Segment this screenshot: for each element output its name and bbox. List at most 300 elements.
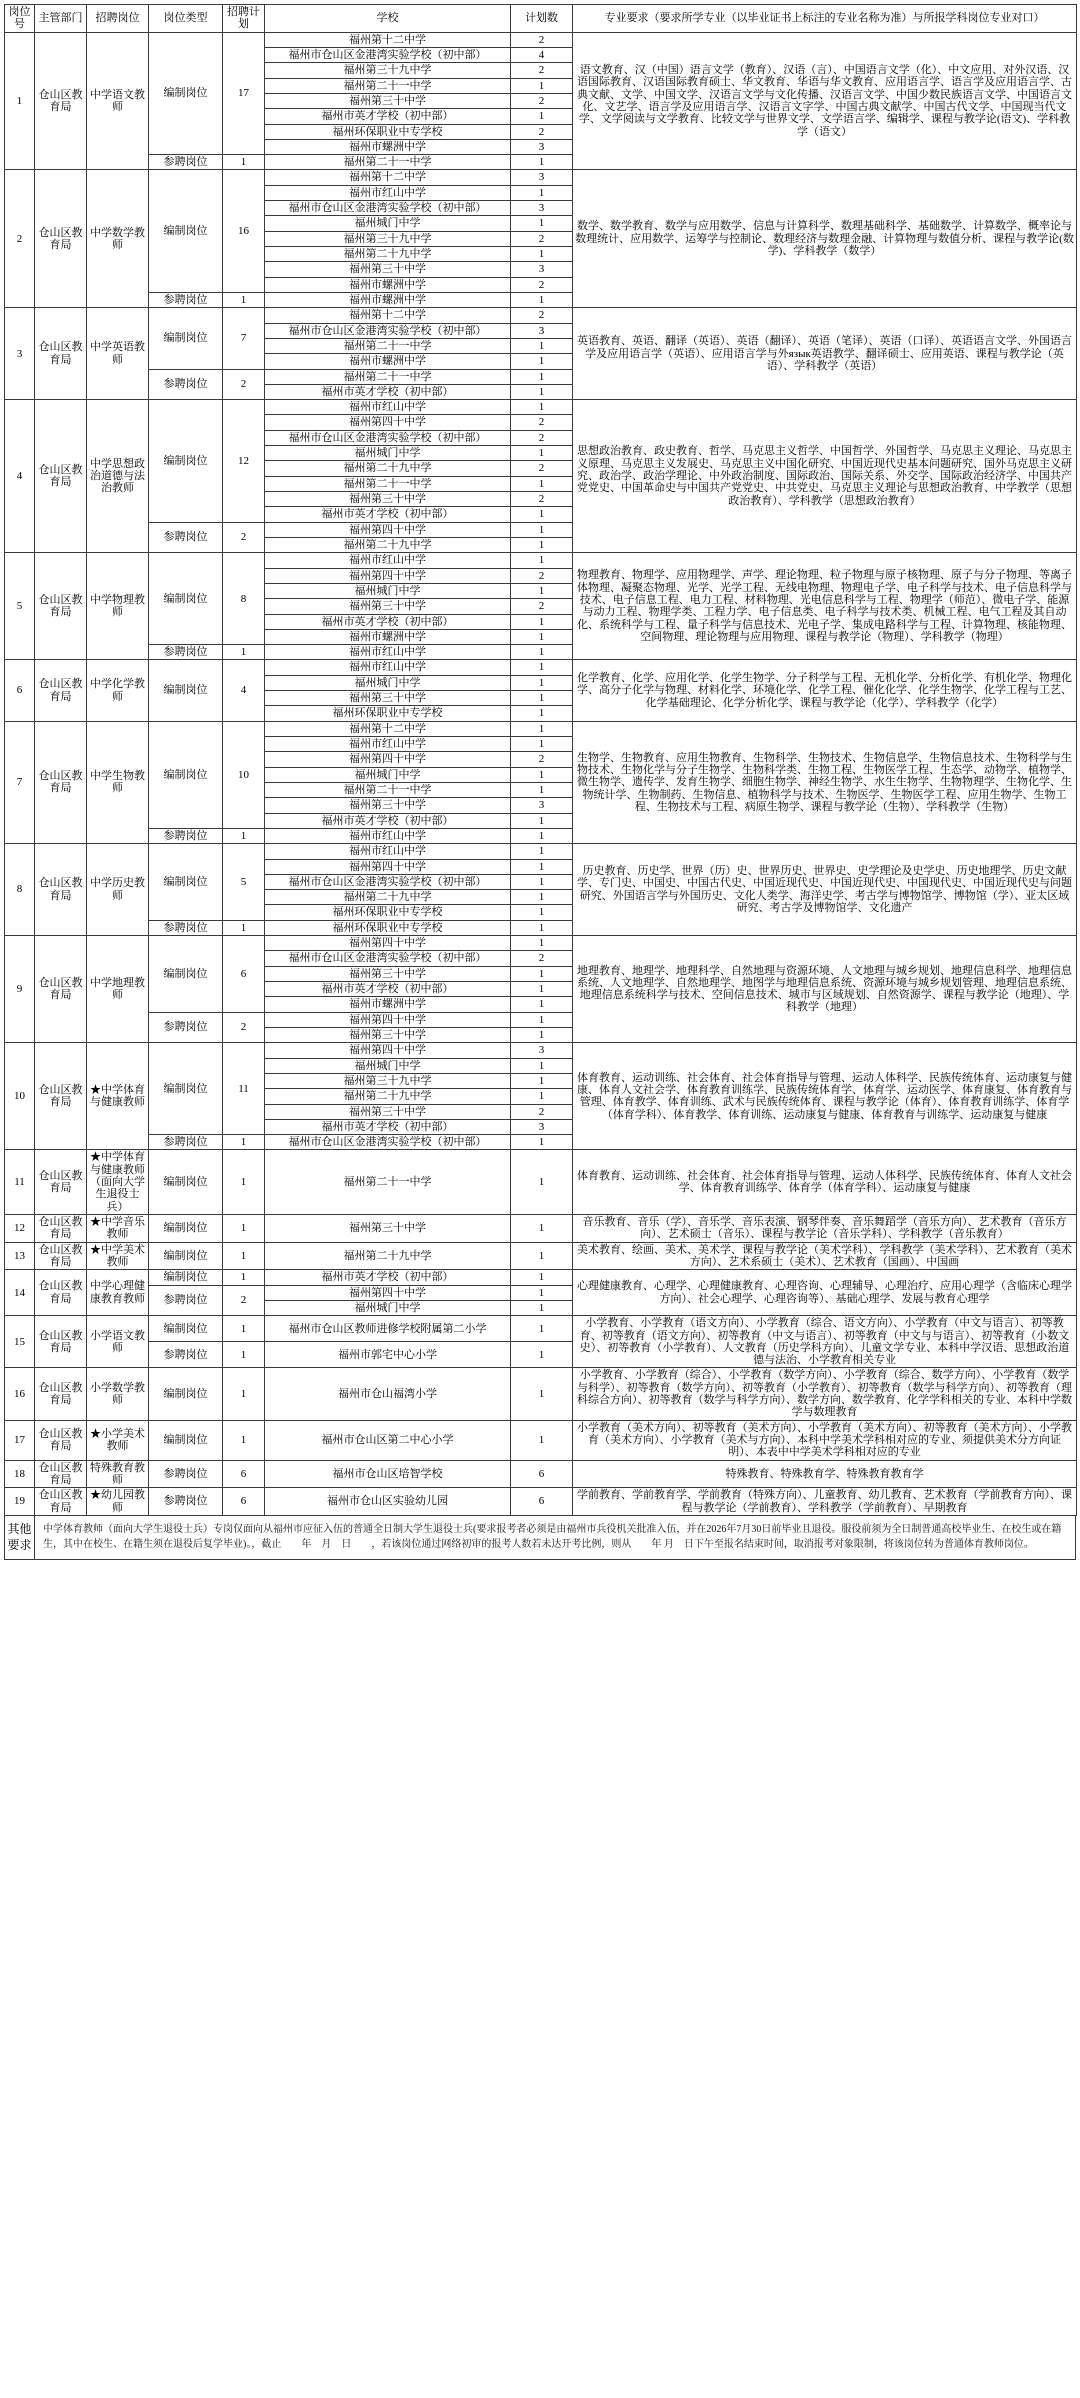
cell-dept: 仓山区教育局 xyxy=(35,1420,87,1460)
cell-dept: 仓山区教育局 xyxy=(35,1460,87,1488)
cell-count: 1 xyxy=(511,185,573,200)
cell-dept: 仓山区教育局 xyxy=(35,1316,87,1368)
cell-post: ★中学体育与健康教师（面向大学生退役士兵） xyxy=(87,1150,149,1215)
cell-school: 福州市红山中学 xyxy=(265,645,511,660)
cell-school: 福州市英才学校（初中部） xyxy=(265,384,511,399)
cell-post-type: 编制岗位 xyxy=(149,1150,223,1215)
cell-count: 1 xyxy=(511,1285,573,1300)
cell-plan: 1 xyxy=(223,828,265,843)
cell-school: 福州市仓山区实验幼儿园 xyxy=(265,1488,511,1516)
other-requirements-body: 中学体育教师（面向大学生退役士兵）专岗仅面向从福州市应征入伍的普通全日制大学生退役士兵(要求报考者必须是由福州市兵役机关批准入伍，并在2026年7月30日前毕业且退役。服役前须为全日制普通高校毕业生、在校生或在籍生，其中在校生、在籍生须在退役后复学毕业)。，截止 年 月 日 ，若该岗位通过网络初审的报考人数若未达开考比例，则从 年 月 日下午至报名结束时间，取消报考对象限制，将该岗位转为普通体育教师岗位。 xyxy=(35,1515,1076,1559)
cell-job-no: 19 xyxy=(5,1488,35,1516)
table-row xyxy=(5,1420,1077,1460)
cell-school: 福州环保职业中专学校 xyxy=(265,920,511,935)
cell-count: 2 xyxy=(511,752,573,767)
cell-count: 2 xyxy=(511,308,573,323)
cell-school: 福州第四十中学 xyxy=(265,1043,511,1058)
cell-post: 中学生物教师 xyxy=(87,721,149,844)
cell-school: 福州市仓山区金港湾实验学校（初中部） xyxy=(265,1135,511,1150)
cell-school: 福州城门中学 xyxy=(265,446,511,461)
cell-dept: 仓山区教育局 xyxy=(35,32,87,170)
cell-count: 2 xyxy=(511,492,573,507)
cell-plan: 6 xyxy=(223,1488,265,1516)
cell-major-requirement: 小学教育、小学教育（语文方向）、小学教育（综合、语文方向）、小学教育（中文与语言）、初等教育、初等教育（语文方向）、初等教育（中文与语言）、初等教育（中文与与语言）、初等教育（小数文史）、初等教育（小学教育）、人文教育（历史学科方向）、儿童文学专业、本科中学汉语、思想政治道德与法治、小学教育相关专业 xyxy=(573,1316,1077,1368)
cell-count: 2 xyxy=(511,599,573,614)
cell-school: 福州第三十中学 xyxy=(265,1104,511,1119)
col-header-post-type: 岗位类型 xyxy=(149,5,223,33)
cell-school: 福州市红山中学 xyxy=(265,185,511,200)
cell-school: 福州市仓山区金港湾实验学校（初中部） xyxy=(265,874,511,889)
cell-dept: 仓山区教育局 xyxy=(35,721,87,844)
cell-post-type: 参聘岗位 xyxy=(149,522,223,553)
cell-count: 1 xyxy=(511,537,573,552)
cell-post-type: 编制岗位 xyxy=(149,660,223,721)
cell-school: 福州城门中学 xyxy=(265,583,511,598)
cell-post-type: 编制岗位 xyxy=(149,400,223,523)
cell-school: 福州市英才学校（初中部） xyxy=(265,1119,511,1134)
cell-job-no: 7 xyxy=(5,721,35,844)
cell-count: 1 xyxy=(511,1270,573,1285)
cell-post-type: 编制岗位 xyxy=(149,936,223,1013)
cell-count: 2 xyxy=(511,461,573,476)
cell-school: 福州第二十一中学 xyxy=(265,78,511,93)
cell-count: 2 xyxy=(511,93,573,108)
cell-post: ★幼儿园教师 xyxy=(87,1488,149,1516)
cell-post: 小学数学教师 xyxy=(87,1368,149,1420)
cell-count: 1 xyxy=(511,247,573,262)
cell-major-requirement: 体育教育、运动训练、社会体育、社会体育指导与管理、运动人体科学、民族传统体育、体育人文社会学、体育教育训练学、体育学（体育学科）、运动康复与健康 xyxy=(573,1150,1077,1215)
table-row xyxy=(5,553,1077,568)
cell-school: 福州市螺洲中学 xyxy=(265,629,511,644)
cell-post-type: 编制岗位 xyxy=(149,170,223,293)
cell-major-requirement: 特殊教育、特殊教育学、特殊教育教育学 xyxy=(573,1460,1077,1488)
cell-job-no: 9 xyxy=(5,936,35,1043)
cell-count: 1 xyxy=(511,338,573,353)
cell-post-type: 编制岗位 xyxy=(149,1420,223,1460)
cell-school: 福州市红山中学 xyxy=(265,553,511,568)
cell-plan: 1 xyxy=(223,1316,265,1342)
cell-count: 6 xyxy=(511,1460,573,1488)
cell-school: 福州市英才学校（初中部） xyxy=(265,109,511,124)
notes-row xyxy=(5,1515,1076,1559)
cell-major-requirement: 心理健康教育、心理学、心理健康教育、心理咨询、心理辅导、心理治疗、应用心理学（含临床心理学方向）、社会心理学、心理咨询等）、基础心理学、发展与教育心理学 xyxy=(573,1270,1077,1316)
cell-count: 3 xyxy=(511,170,573,185)
cell-count: 3 xyxy=(511,262,573,277)
cell-plan: 1 xyxy=(223,645,265,660)
cell-major-requirement: 生物学、生物教育、应用生物教育、生物科学、生物技术、生物信息学、生物信息技术、生物科学与生物技术、生物化学与分子生物学、生物科学类、生物工程、生物医学工程、生态学、动物学、植物学、微生物学、遗传学、发育生物学、细胞生物学、神经生物学、水生生物学、生物物理学、生物化学、生物统计学、生物制药、生物信息、植物科学与技术、生物医学、生物医学工程、应用生物学、生物工程、生物技术与工程、病原生物学、课程与教学论（生物）、学科教学（生物） xyxy=(573,721,1077,844)
cell-dept: 仓山区教育局 xyxy=(35,170,87,308)
cell-school: 福州第二十九中学 xyxy=(265,1089,511,1104)
cell-job-no: 15 xyxy=(5,1316,35,1368)
cell-count: 1 xyxy=(511,767,573,782)
cell-school: 福州市英才学校（初中部） xyxy=(265,614,511,629)
cell-post: ★中学音乐教师 xyxy=(87,1215,149,1243)
cell-dept: 仓山区教育局 xyxy=(35,1043,87,1150)
cell-post-type: 编制岗位 xyxy=(149,308,223,369)
cell-school: 福州市螺洲中学 xyxy=(265,139,511,154)
cell-plan: 6 xyxy=(223,936,265,1013)
cell-post: ★小学美术教师 xyxy=(87,1420,149,1460)
cell-school: 福州第二十九中学 xyxy=(265,890,511,905)
cell-count: 1 xyxy=(511,1073,573,1088)
cell-count: 1 xyxy=(511,691,573,706)
cell-school: 福州市红山中学 xyxy=(265,660,511,675)
cell-school: 福州市英才学校（初中部） xyxy=(265,982,511,997)
table-row xyxy=(5,1460,1077,1488)
cell-count: 1 xyxy=(511,982,573,997)
cell-post: 中学物理教师 xyxy=(87,553,149,660)
cell-plan: 1 xyxy=(223,920,265,935)
cell-count: 1 xyxy=(511,78,573,93)
table-row xyxy=(5,721,1077,736)
cell-school: 福州第三十中学 xyxy=(265,798,511,813)
cell-plan: 5 xyxy=(223,844,265,921)
cell-count: 1 xyxy=(511,737,573,752)
cell-post-type: 参聘岗位 xyxy=(149,920,223,935)
cell-job-no: 11 xyxy=(5,1150,35,1215)
cell-plan: 1 xyxy=(223,1135,265,1150)
cell-school: 福州第二十九中学 xyxy=(265,461,511,476)
cell-school: 福州第三十中学 xyxy=(265,599,511,614)
cell-school: 福州第二十九中学 xyxy=(265,537,511,552)
cell-school: 福州第十二中学 xyxy=(265,32,511,47)
cell-count: 1 xyxy=(511,216,573,231)
cell-school: 福州第二十一中学 xyxy=(265,369,511,384)
cell-school: 福州市仓山福湾小学 xyxy=(265,1368,511,1420)
cell-count: 3 xyxy=(511,798,573,813)
cell-dept: 仓山区教育局 xyxy=(35,1215,87,1243)
cell-post-type: 参聘岗位 xyxy=(149,1135,223,1150)
cell-dept: 仓山区教育局 xyxy=(35,553,87,660)
cell-school: 福州市英才学校（初中部） xyxy=(265,813,511,828)
cell-job-no: 14 xyxy=(5,1270,35,1316)
cell-count: 1 xyxy=(511,1215,573,1243)
table-body xyxy=(5,32,1077,1515)
cell-count: 1 xyxy=(511,890,573,905)
cell-count: 1 xyxy=(511,721,573,736)
cell-school: 福州市螺洲中学 xyxy=(265,277,511,292)
cell-post-type: 编制岗位 xyxy=(149,553,223,645)
cell-post-type: 参聘岗位 xyxy=(149,292,223,307)
cell-school: 福州市仓山区金港湾实验学校（初中部） xyxy=(265,951,511,966)
cell-count: 1 xyxy=(511,476,573,491)
cell-major-requirement: 小学教育（美术方向）、初等教育（美术方向）、小学教育（美术方向）、初等教育（美术方向）、小学教育（美术方向）、小学教育（美术与方向）、本科中学美术学科相对应的专业、须提供美术分方向证明）、本表中中学美术学科相对应的专业 xyxy=(573,1420,1077,1460)
cell-school: 福州第三十九中学 xyxy=(265,231,511,246)
cell-plan: 1 xyxy=(223,1150,265,1215)
cell-dept: 仓山区教育局 xyxy=(35,936,87,1043)
cell-post-type: 编制岗位 xyxy=(149,1270,223,1285)
cell-school: 福州第四十中学 xyxy=(265,415,511,430)
cell-count: 1 xyxy=(511,1058,573,1073)
cell-count: 1 xyxy=(511,859,573,874)
cell-job-no: 13 xyxy=(5,1242,35,1270)
cell-count: 1 xyxy=(511,844,573,859)
cell-post: 中学地理教师 xyxy=(87,936,149,1043)
cell-post-type: 参聘岗位 xyxy=(149,155,223,170)
table-row xyxy=(5,170,1077,185)
cell-dept: 仓山区教育局 xyxy=(35,844,87,936)
cell-job-no: 1 xyxy=(5,32,35,170)
cell-dept: 仓山区教育局 xyxy=(35,1270,87,1316)
cell-school: 福州第二十一中学 xyxy=(265,1150,511,1215)
cell-job-no: 12 xyxy=(5,1215,35,1243)
cell-job-no: 2 xyxy=(5,170,35,308)
cell-school: 福州市红山中学 xyxy=(265,400,511,415)
cell-post-type: 参聘岗位 xyxy=(149,1285,223,1316)
cell-school: 福州市红山中学 xyxy=(265,844,511,859)
cell-school: 福州第十二中学 xyxy=(265,308,511,323)
cell-post-type: 参聘岗位 xyxy=(149,1460,223,1488)
cell-count: 3 xyxy=(511,1119,573,1134)
cell-school: 福州第四十中学 xyxy=(265,522,511,537)
cell-plan: 4 xyxy=(223,660,265,721)
col-header-major: 专业要求（要求所学专业（以毕业证书上标注的专业名称为准）与所报学科岗位专业对口） xyxy=(573,5,1077,33)
cell-count: 1 xyxy=(511,1089,573,1104)
cell-major-requirement: 思想政治教育、政史教育、哲学、马克思主义哲学、中国哲学、外国哲学、马克思主义理论、马克思主义原理、马克思主义发展史、马克思主义中国化研究、中国近现代史基本问题研究、国外马克思主义研究、政治学、政治学理论、中外政治制度、国际政治、国际关系、外交学、国际政治经济学、中国共产党党史、中国革命史与中国共产党党史、中共党史、马克思主义理论与思想政治教育、中学教学（思想政治教育）、学科教学（思想政治教育） xyxy=(573,400,1077,553)
cell-major-requirement: 数学、数学教育、数学与应用数学、信息与计算科学、数理基础科学、基础数学、计算数学、概率论与数理统计、应用数学、运筹学与控制论、数理经济与数理金融、计算物理与数值分析、课程与教学论(数学)、学科教学（数学） xyxy=(573,170,1077,308)
cell-count: 1 xyxy=(511,966,573,981)
cell-major-requirement: 物理教育、物理学、应用物理学、声学、理论物理、粒子物理与原子核物理、原子与分子物理、等离子体物理、凝聚态物理、光学、光学工程、无线电物理、物理电子学、电子科学与技术、电子信息科学与技术、电子信息工程、电力工程、材料物理、光电信息科学与工程、物理学（师范）、微电子学、能源与动力工程、物理学类、工程力学、电子信息类、电子科学与技术类、机械工程、电气工程及其自动化、系统科学与工程、量子科学与信息技术、光电子学、集成电路科学与工程、计算物理、核能物理、空间物理、理论物理与应用物理、课程与教学论（物理）、学科教学（物理） xyxy=(573,553,1077,660)
cell-post-type: 编制岗位 xyxy=(149,1043,223,1135)
cell-school: 福州环保职业中专学校 xyxy=(265,706,511,721)
cell-plan: 1 xyxy=(223,1242,265,1270)
cell-count: 1 xyxy=(511,936,573,951)
cell-post: 中学历史教师 xyxy=(87,844,149,936)
cell-school: 福州第二十一中学 xyxy=(265,155,511,170)
other-requirements-label: 其他要求 xyxy=(5,1515,35,1559)
cell-school: 福州市英才学校（初中部） xyxy=(265,507,511,522)
cell-plan: 2 xyxy=(223,1012,265,1043)
cell-count: 1 xyxy=(511,1150,573,1215)
cell-school: 福州第十二中学 xyxy=(265,721,511,736)
cell-school: 福州第二十一中学 xyxy=(265,782,511,797)
cell-school: 福州市螺洲中学 xyxy=(265,997,511,1012)
cell-count: 1 xyxy=(511,384,573,399)
cell-school: 福州第三十中学 xyxy=(265,1215,511,1243)
table-row xyxy=(5,660,1077,675)
cell-job-no: 10 xyxy=(5,1043,35,1150)
cell-school: 福州第三十中学 xyxy=(265,1027,511,1042)
cell-school: 福州市仓山区培智学校 xyxy=(265,1460,511,1488)
cell-school: 福州市仓山区教师进修学校附属第二小学 xyxy=(265,1316,511,1342)
cell-count: 1 xyxy=(511,1300,573,1315)
cell-school: 福州城门中学 xyxy=(265,1300,511,1315)
cell-plan: 1 xyxy=(223,1270,265,1285)
cell-post-type: 参聘岗位 xyxy=(149,1012,223,1043)
cell-school: 福州第四十中学 xyxy=(265,752,511,767)
table-row xyxy=(5,308,1077,323)
table-row xyxy=(5,32,1077,47)
cell-post-type: 参聘岗位 xyxy=(149,1342,223,1368)
cell-school: 福州市仓山区第二中心小学 xyxy=(265,1420,511,1460)
cell-school: 福州第三十中学 xyxy=(265,492,511,507)
cell-dept: 仓山区教育局 xyxy=(35,1150,87,1215)
cell-job-no: 8 xyxy=(5,844,35,936)
cell-post: 中学化学教师 xyxy=(87,660,149,721)
cell-count: 2 xyxy=(511,415,573,430)
cell-plan: 16 xyxy=(223,170,265,293)
cell-count: 3 xyxy=(511,1043,573,1058)
cell-school: 福州城门中学 xyxy=(265,1058,511,1073)
cell-plan: 8 xyxy=(223,553,265,645)
cell-post-type: 编制岗位 xyxy=(149,1316,223,1342)
cell-count: 1 xyxy=(511,828,573,843)
recruitment-table xyxy=(4,4,1077,1516)
cell-school: 福州第三十中学 xyxy=(265,262,511,277)
cell-school: 福州环保职业中专学校 xyxy=(265,124,511,139)
cell-school: 福州第四十中学 xyxy=(265,1285,511,1300)
cell-plan: 7 xyxy=(223,308,265,369)
cell-post-type: 参聘岗位 xyxy=(149,1488,223,1516)
cell-plan: 11 xyxy=(223,1043,265,1135)
col-header-job-no: 岗位号 xyxy=(5,5,35,33)
cell-count: 1 xyxy=(511,997,573,1012)
cell-post-type: 编制岗位 xyxy=(149,1215,223,1243)
cell-school: 福州第四十中学 xyxy=(265,859,511,874)
cell-plan: 1 xyxy=(223,155,265,170)
cell-post: 小学语文教师 xyxy=(87,1316,149,1368)
table-row xyxy=(5,844,1077,859)
table-header xyxy=(5,5,1077,33)
cell-school: 福州第二十九中学 xyxy=(265,1242,511,1270)
cell-count: 2 xyxy=(511,63,573,78)
cell-major-requirement: 历史教育、历史学、世界（历）史、世界历史、世界史、史学理论及史学史、历史地理学、历史文献学、专门史、中国史、中国古代史、中国近现代史、中国近现代史、中国现代史、中国近现代史与问题研究、外国语言学与外国历史、文化人类学、海洋史学、考古学与博物馆学、博物馆（学）、亚太区域研究、考古学及博物馆学、文化遗产 xyxy=(573,844,1077,936)
table-row xyxy=(5,1270,1077,1285)
cell-count: 6 xyxy=(511,1488,573,1516)
cell-post-type: 编制岗位 xyxy=(149,721,223,828)
cell-count: 1 xyxy=(511,1420,573,1460)
cell-plan: 1 xyxy=(223,1368,265,1420)
cell-count: 3 xyxy=(511,323,573,338)
cell-post-type: 参聘岗位 xyxy=(149,645,223,660)
cell-count: 1 xyxy=(511,109,573,124)
table-row xyxy=(5,1242,1077,1270)
cell-plan: 2 xyxy=(223,522,265,553)
cell-count: 1 xyxy=(511,522,573,537)
cell-job-no: 3 xyxy=(5,308,35,400)
table-row xyxy=(5,1043,1077,1058)
cell-school: 福州市英才学校（初中部） xyxy=(265,1270,511,1285)
cell-plan: 1 xyxy=(223,292,265,307)
cell-school: 福州第三十中学 xyxy=(265,691,511,706)
col-header-post: 招聘岗位 xyxy=(87,5,149,33)
cell-post-type: 参聘岗位 xyxy=(149,828,223,843)
cell-count: 1 xyxy=(511,1342,573,1368)
cell-major-requirement: 学前教育、学前教育学、学前教育（特殊方向）、儿童教育、幼儿教育、艺术教育（学前教育方向）、课程与教学论（学前教育）、学科教学（学前教育）、早期教育 xyxy=(573,1488,1077,1516)
cell-school: 福州市螺洲中学 xyxy=(265,292,511,307)
header-row xyxy=(5,5,1077,33)
table-row xyxy=(5,1150,1077,1215)
cell-post: ★中学体育与健康教师 xyxy=(87,1043,149,1150)
cell-school: 福州市仓山区金港湾实验学校（初中部） xyxy=(265,323,511,338)
cell-plan: 17 xyxy=(223,32,265,155)
col-header-count: 计划数 xyxy=(511,5,573,33)
cell-count: 1 xyxy=(511,905,573,920)
cell-post-type: 参聘岗位 xyxy=(149,369,223,400)
cell-major-requirement: 语文教育、汉（中国）语言文学（教育）、汉语（言）、中国语言文学（化）、中文应用、对外汉语、汉语国际教育、汉语国际教育硕士、华文教育、华语与华文教育、应用语言学、语言学及应用语言学、古典文献、文学、中国文学、汉语言文学与文化传播、汉语言文学、中国少数民族语言文学、中国语言文化、文艺学、语言学及应用语言学、汉语言文字学、中国古典文献学、中国古代文学、中国现当代文学、文学阅读与文学教育、比较文学与世界文学、文学语言学、编辑学、课程与教学论(语文)、学科教学（语文） xyxy=(573,32,1077,170)
table-row xyxy=(5,936,1077,951)
cell-plan: 2 xyxy=(223,1285,265,1316)
cell-school: 福州第四十中学 xyxy=(265,1012,511,1027)
cell-dept: 仓山区教育局 xyxy=(35,1488,87,1516)
cell-count: 1 xyxy=(511,354,573,369)
cell-post-type: 编制岗位 xyxy=(149,844,223,921)
cell-count: 1 xyxy=(511,782,573,797)
cell-count: 1 xyxy=(511,629,573,644)
cell-count: 2 xyxy=(511,124,573,139)
cell-count: 2 xyxy=(511,1104,573,1119)
cell-post: 中学心理健康教育教师 xyxy=(87,1270,149,1316)
table-row xyxy=(5,1488,1077,1516)
cell-dept: 仓山区教育局 xyxy=(35,400,87,553)
cell-school: 福州城门中学 xyxy=(265,767,511,782)
cell-count: 1 xyxy=(511,920,573,935)
cell-count: 2 xyxy=(511,430,573,445)
cell-major-requirement: 美术教育、绘画、美术、美术学、课程与教学论（美术学科）、学科教学（美术学科）、艺术教育（美术方向）、艺术系硕士（美术）、艺术教育（国画）、中国画 xyxy=(573,1242,1077,1270)
cell-count: 3 xyxy=(511,139,573,154)
cell-school: 福州第三十中学 xyxy=(265,93,511,108)
cell-plan: 1 xyxy=(223,1342,265,1368)
table-row xyxy=(5,400,1077,415)
cell-plan: 2 xyxy=(223,369,265,400)
cell-count: 2 xyxy=(511,32,573,47)
cell-school: 福州第十二中学 xyxy=(265,170,511,185)
cell-count: 1 xyxy=(511,1135,573,1150)
cell-post-type: 编制岗位 xyxy=(149,32,223,155)
cell-post-type: 编制岗位 xyxy=(149,1368,223,1420)
cell-major-requirement: 音乐教育、音乐（学）、音乐学、音乐表演、钢琴伴奏、音乐舞蹈学（音乐方向）、艺术教育（音乐方向）、艺术硕士（音乐）、课程与教学论（音乐学科）、学科教学（音乐教育） xyxy=(573,1215,1077,1243)
cell-post: 特殊教育教师 xyxy=(87,1460,149,1488)
cell-post: 中学数学教师 xyxy=(87,170,149,308)
cell-count: 1 xyxy=(511,1012,573,1027)
other-requirements-table xyxy=(4,1515,1076,1560)
cell-post: ★中学美术教师 xyxy=(87,1242,149,1270)
cell-count: 2 xyxy=(511,277,573,292)
cell-school: 福州市红山中学 xyxy=(265,828,511,843)
cell-major-requirement: 体育教育、运动训练、社会体育、社会体育指导与管理、运动人体科学、民族传统体育、运动康复与健康、体育人文社会学、体育教育训练学、民族传统体育学、体育学、运动医学、体育康复、体育教育与管理、体育教学、体育训练、武术与民族传统体育、课程与教学论（体育）、体育教育训练学、体育学（体育学科）、体育教学、体育训练、运动康复与健康、体育教育与训练学、运动康复与健康 xyxy=(573,1043,1077,1150)
cell-count: 2 xyxy=(511,568,573,583)
cell-count: 1 xyxy=(511,400,573,415)
cell-post: 中学思想政治道德与法治教师 xyxy=(87,400,149,553)
cell-count: 1 xyxy=(511,446,573,461)
cell-school: 福州第二十一中学 xyxy=(265,338,511,353)
cell-count: 1 xyxy=(511,507,573,522)
cell-school: 福州城门中学 xyxy=(265,216,511,231)
col-header-plan: 招聘计划 xyxy=(223,5,265,33)
table-row xyxy=(5,1316,1077,1342)
cell-school: 福州市螺洲中学 xyxy=(265,354,511,369)
cell-school: 福州环保职业中专学校 xyxy=(265,905,511,920)
cell-count: 1 xyxy=(511,369,573,384)
cell-job-no: 5 xyxy=(5,553,35,660)
cell-school: 福州第四十中学 xyxy=(265,936,511,951)
cell-count: 1 xyxy=(511,614,573,629)
cell-school: 福州第三十九中学 xyxy=(265,1073,511,1088)
cell-count: 1 xyxy=(511,645,573,660)
cell-school: 福州第三十中学 xyxy=(265,966,511,981)
cell-major-requirement: 地理教育、地理学、地理科学、自然地理与资源环境、人文地理与城乡规划、地理信息科学、地理信息系统、人文地理学、自然地理学、地图学与地理信息系统、资源环境与城乡规划管理、地理信息系统、地理信息系统科学与技术、空间信息技术、城市与区域规划、自然资源学、课程与教学论（地理）、学科教学（地理） xyxy=(573,936,1077,1043)
cell-count: 4 xyxy=(511,47,573,62)
cell-count: 1 xyxy=(511,1242,573,1270)
col-header-school: 学校 xyxy=(265,5,511,33)
cell-plan: 1 xyxy=(223,1420,265,1460)
cell-major-requirement: 小学教育、小学教育（综合）、小学教育（数学方向）、小学教育（综合、数学方向）、小学教育（数学与科学）、初等教育（数学方向）、初等教育（小学教育）、初等教育（数学与科学方向）、初等教育（理科综合方向）、初等教育（数学与科学方向）、数学方向、数学教育、化学学科相关的专业、本科中学数学与数理教育 xyxy=(573,1368,1077,1420)
cell-job-no: 16 xyxy=(5,1368,35,1420)
cell-dept: 仓山区教育局 xyxy=(35,308,87,400)
cell-school: 福州市红山中学 xyxy=(265,737,511,752)
cell-count: 1 xyxy=(511,155,573,170)
cell-school: 福州市郭宅中心小学 xyxy=(265,1342,511,1368)
